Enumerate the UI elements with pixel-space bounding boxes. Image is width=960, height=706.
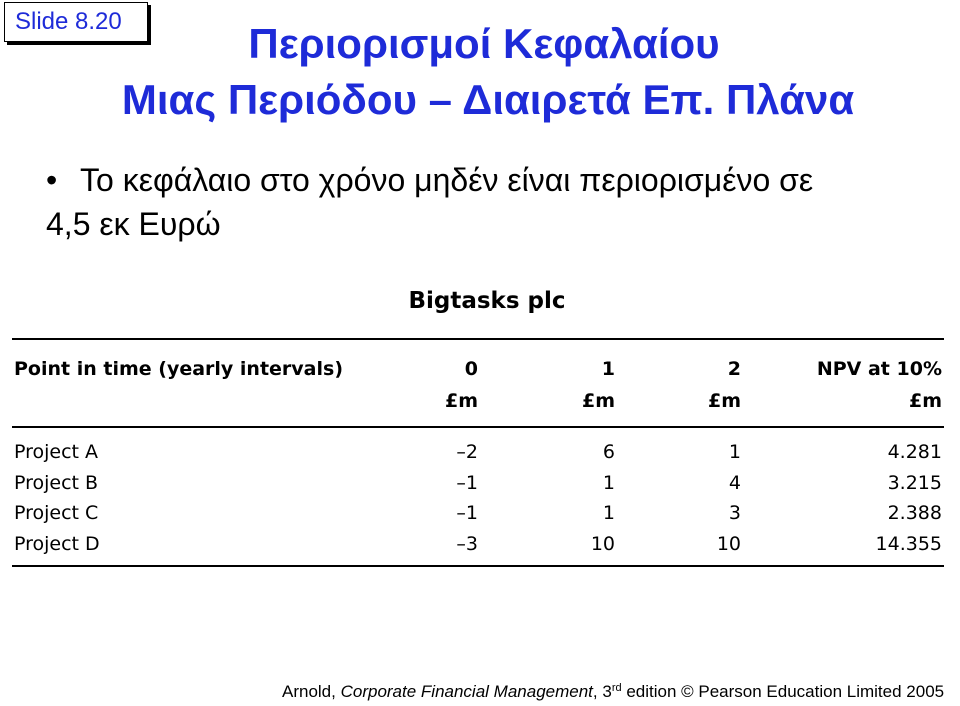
slide-number-label: Slide 8.20 bbox=[4, 2, 148, 42]
footer-edition-prefix: , 3 bbox=[592, 682, 612, 701]
slide-title-line-1: Περιορισμοί Κεφαλαίου bbox=[248, 20, 720, 67]
row-b-t2: 4 bbox=[728, 472, 741, 494]
row-d-t0: –3 bbox=[456, 533, 478, 555]
row-d-t2: 10 bbox=[716, 533, 741, 555]
row-c-t1: 1 bbox=[602, 502, 615, 524]
row-c-npv: 2.388 bbox=[887, 502, 942, 524]
row-b-name: Project B bbox=[14, 472, 99, 494]
footer-author: Arnold, bbox=[282, 682, 341, 701]
slide-title-line-2: Μιας Περιόδου – Διαιρετά Επ. Πλάνα bbox=[121, 76, 855, 123]
footer-book-title: Corporate Financial Management bbox=[340, 682, 593, 701]
unit-col-2: £m bbox=[707, 390, 741, 412]
header-col-0: 0 bbox=[464, 358, 478, 380]
row-a-t1: 6 bbox=[602, 441, 615, 463]
row-a-name: Project A bbox=[14, 441, 99, 463]
row-b-t0: –1 bbox=[456, 472, 478, 494]
row-c-t2: 3 bbox=[728, 502, 741, 524]
table-top-rule bbox=[12, 338, 944, 340]
citation-footer bbox=[282, 680, 944, 704]
unit-col-0: £m bbox=[444, 390, 478, 412]
footer-edition-superscript: rd bbox=[611, 682, 622, 694]
header-col-2: 2 bbox=[727, 358, 741, 380]
row-c-name: Project C bbox=[14, 502, 99, 524]
row-c-t0: –1 bbox=[456, 502, 478, 524]
header-col-npv: NPV at 10% bbox=[816, 358, 942, 380]
bullet-icon: • bbox=[46, 162, 58, 198]
row-b-npv: 3.215 bbox=[887, 472, 942, 494]
unit-col-npv: £m bbox=[908, 390, 942, 412]
row-a-t0: –2 bbox=[456, 441, 478, 463]
header-label: Point in time (yearly intervals) bbox=[14, 358, 344, 380]
bullet-text-line-2: 4,5 εκ Ευρώ bbox=[46, 206, 221, 242]
table-header-rule bbox=[12, 426, 944, 428]
bullet-point bbox=[46, 158, 946, 246]
row-a-t2: 1 bbox=[728, 441, 741, 463]
unit-col-1: £m bbox=[581, 390, 615, 412]
row-d-npv: 14.355 bbox=[875, 533, 942, 555]
header-col-1: 1 bbox=[601, 358, 615, 380]
row-d-t1: 10 bbox=[590, 533, 615, 555]
table-bottom-rule bbox=[12, 565, 944, 567]
row-a-npv: 4.281 bbox=[887, 441, 942, 463]
footer-edition-suffix: edition © Pearson Education Limited 2005 bbox=[621, 682, 945, 701]
row-d-name: Project D bbox=[14, 533, 100, 555]
row-b-t1: 1 bbox=[602, 472, 615, 494]
bullet-text-line-1: Το κεφάλαιο στο χρόνο μηδέν είναι περιορισμένο σε bbox=[80, 162, 814, 198]
table-title: Bigtasks plc bbox=[408, 288, 566, 314]
